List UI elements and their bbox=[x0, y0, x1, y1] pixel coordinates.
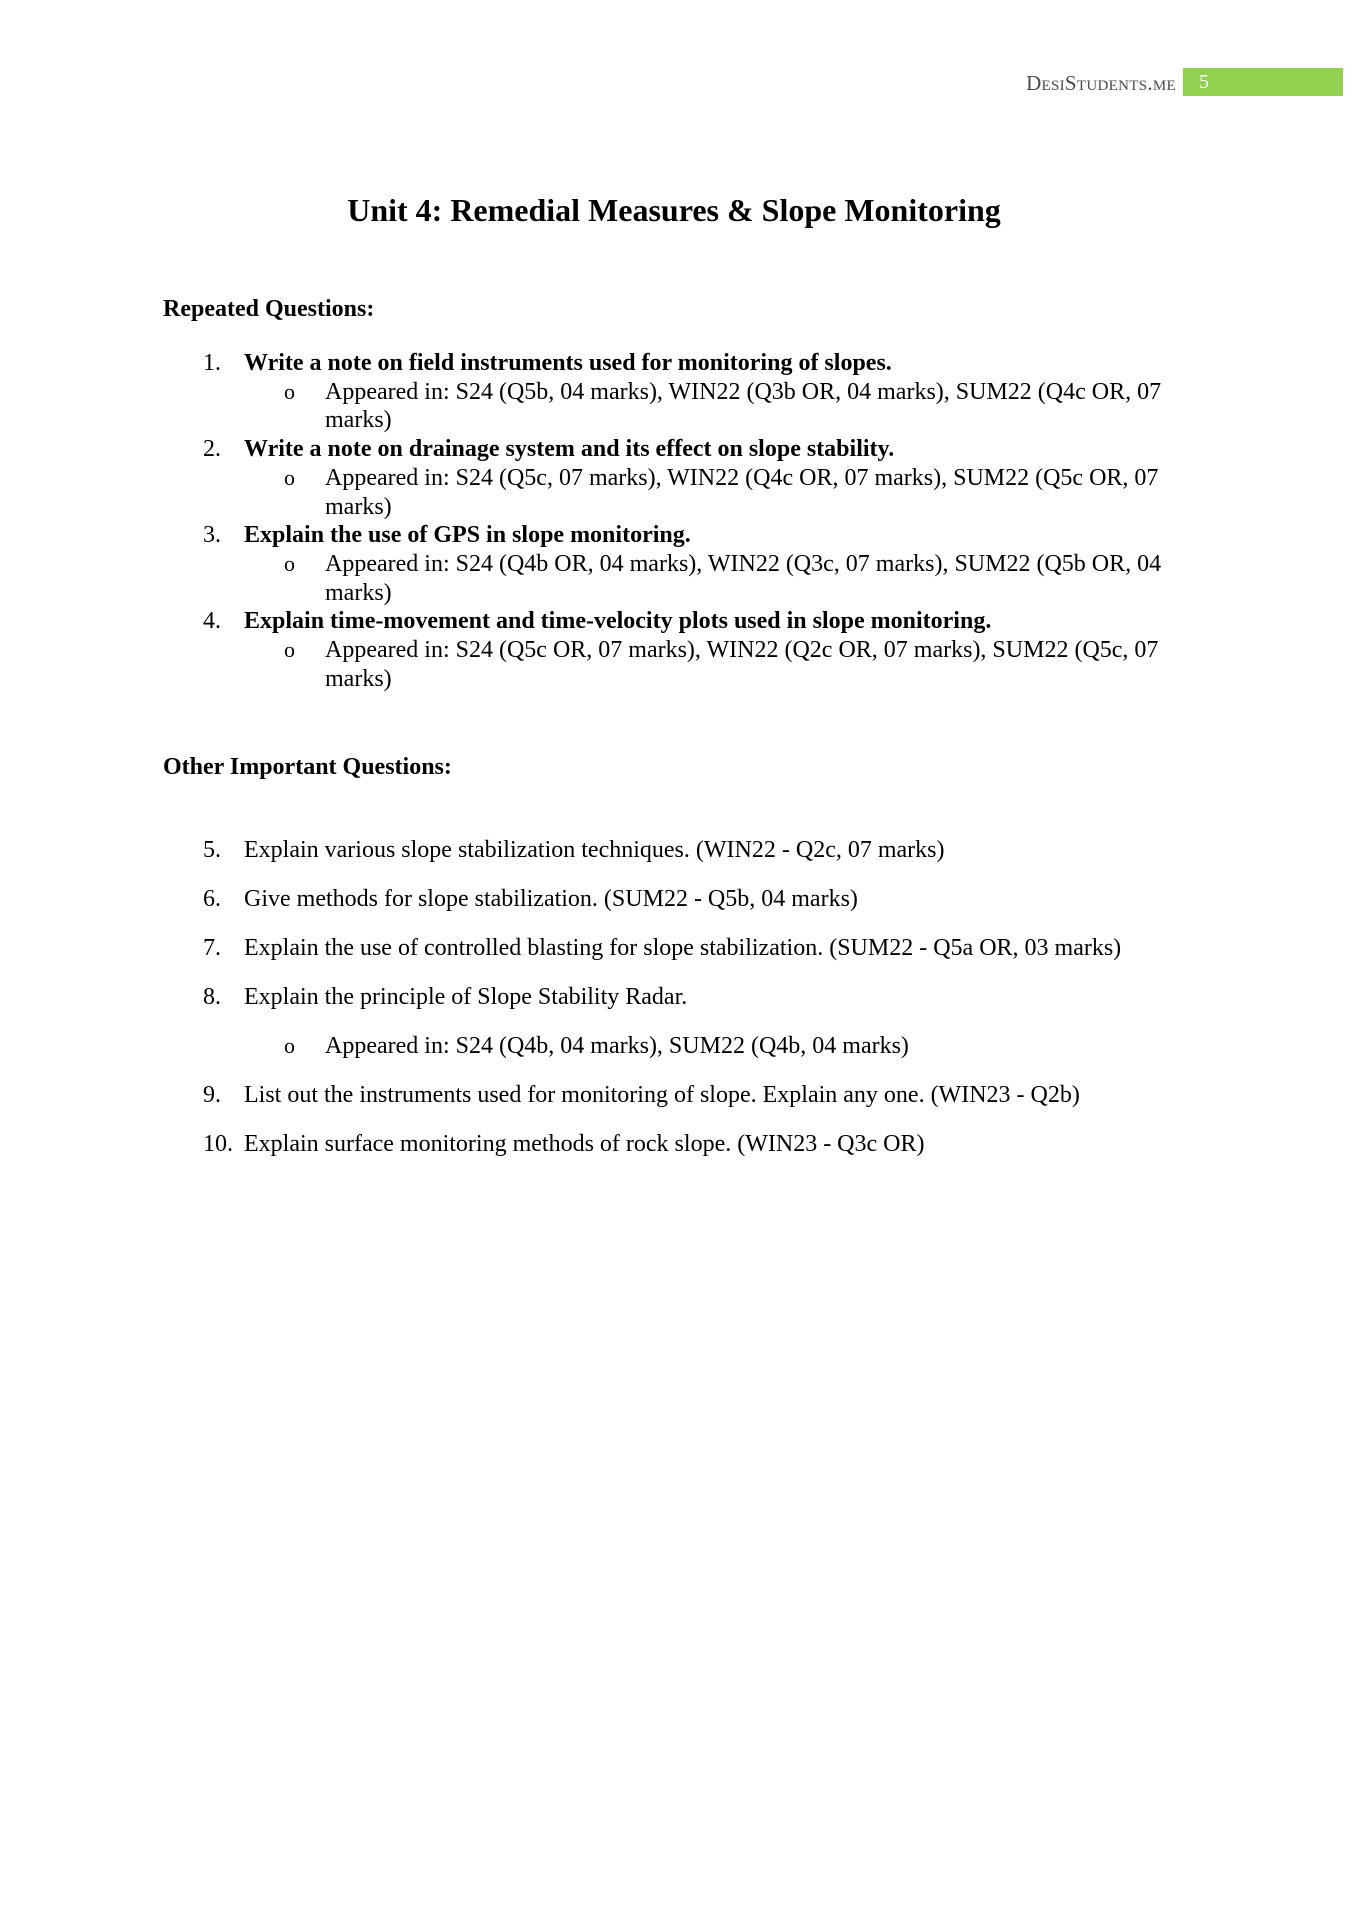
appeared-text: Appeared in: S24 (Q4b, 04 marks), SUM22 (Q4b, 04 marks) bbox=[325, 1033, 909, 1059]
list-item bbox=[0, 435, 1358, 521]
item-number: 6. bbox=[203, 886, 221, 912]
item-number: 10. bbox=[203, 1131, 233, 1157]
item-number: 8. bbox=[203, 984, 221, 1010]
appeared-row bbox=[0, 464, 1358, 521]
bullet-icon: o bbox=[284, 550, 295, 576]
list-item bbox=[0, 1080, 1358, 1129]
list-item bbox=[0, 884, 1358, 933]
bullet-icon: o bbox=[284, 637, 295, 663]
appeared-row bbox=[0, 550, 1358, 607]
question-text: Write a note on drainage system and its effect on slope stability. bbox=[244, 436, 895, 463]
item-number: 7. bbox=[203, 935, 221, 961]
repeated-questions-heading: Repeated Questions: bbox=[163, 296, 375, 322]
other-questions-heading: Other Important Questions: bbox=[163, 754, 452, 780]
item-number: 1. bbox=[203, 350, 221, 376]
item-number: 5. bbox=[203, 837, 221, 863]
list-item bbox=[0, 933, 1358, 982]
bullet-icon: o bbox=[284, 378, 295, 404]
appeared-text: Appeared in: S24 (Q5c OR, 07 marks), WIN22 (Q2c OR, 07 marks), SUM22 (Q5c, 07 marks) bbox=[325, 637, 1159, 692]
site-name: DesiStudents.me bbox=[1026, 71, 1176, 95]
page-title: Unit 4: Remedial Measures & Slope Monitoring bbox=[347, 192, 1001, 228]
item-number: 4. bbox=[203, 608, 221, 635]
question-text: Explain surface monitoring methods of rock slope. (WIN23 - Q3c OR) bbox=[244, 1131, 925, 1157]
repeated-questions-list bbox=[0, 349, 1358, 693]
list-item bbox=[0, 1129, 1358, 1178]
question-text: List out the instruments used for monitoring of slope. Explain any one. (WIN23 - Q2b) bbox=[244, 1082, 1080, 1108]
item-number: 2. bbox=[203, 436, 221, 463]
list-item bbox=[0, 835, 1358, 884]
question-text: Explain the use of controlled blasting for slope stabilization. (SUM22 - Q5a OR, 03 marks) bbox=[244, 935, 1122, 961]
page-number-badge bbox=[1183, 68, 1343, 96]
question-text: Explain time-movement and time-velocity plots used in slope monitoring. bbox=[244, 608, 992, 635]
question-text: Explain various slope stabilization techniques. (WIN22 - Q2c, 07 marks) bbox=[244, 837, 945, 863]
page-header bbox=[0, 68, 1358, 98]
list-item bbox=[0, 607, 1358, 693]
list-item bbox=[0, 521, 1358, 607]
appeared-text: Appeared in: S24 (Q4b OR, 04 marks), WIN22 (Q3c, 07 marks), SUM22 (Q5b OR, 04 marks) bbox=[325, 550, 1162, 606]
appeared-text: Appeared in: S24 (Q5b, 04 marks), WIN22 (Q3b OR, 04 marks), SUM22 (Q4c OR, 07 marks) bbox=[325, 378, 1162, 434]
appeared-text: Appeared in: S24 (Q5c, 07 marks), WIN22 (Q4c OR, 07 marks), SUM22 (Q5c OR, 07 marks) bbox=[325, 464, 1159, 520]
bullet-icon: o bbox=[284, 1033, 295, 1058]
page-number: 5 bbox=[1199, 71, 1209, 93]
question-text: Give methods for slope stabilization. (SUM22 - Q5b, 04 marks) bbox=[244, 886, 858, 912]
item-number: 3. bbox=[203, 522, 221, 549]
question-text: Explain the use of GPS in slope monitoring. bbox=[244, 522, 691, 549]
list-item bbox=[0, 349, 1358, 435]
bullet-icon: o bbox=[284, 464, 295, 490]
list-item bbox=[0, 982, 1358, 1031]
appeared-row bbox=[0, 1031, 1358, 1080]
other-questions-list bbox=[0, 835, 1358, 1178]
question-text: Write a note on field instruments used for monitoring of slopes. bbox=[244, 350, 892, 376]
item-number: 9. bbox=[203, 1082, 221, 1108]
appeared-row bbox=[0, 378, 1358, 435]
appeared-row bbox=[0, 636, 1358, 693]
question-text: Explain the principle of Slope Stability Radar. bbox=[244, 984, 688, 1010]
